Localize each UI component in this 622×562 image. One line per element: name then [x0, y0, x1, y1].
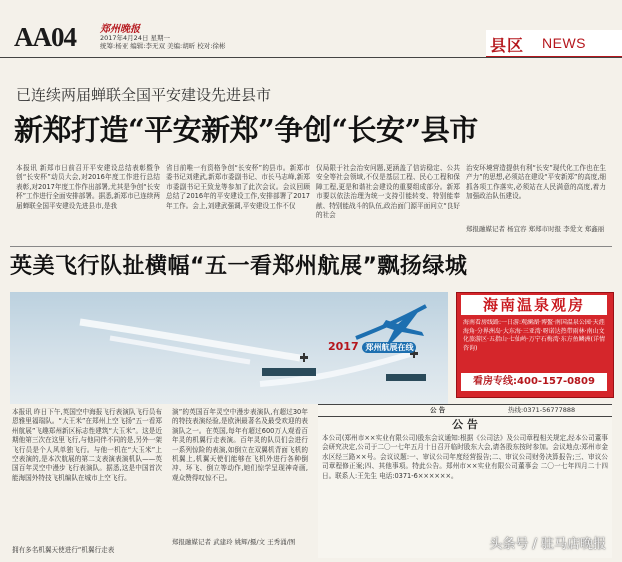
- story-2-credit: 郑报融媒记者 武建玲 姚辉/摄/文 王秀涌/图: [172, 538, 296, 546]
- section-tab: [486, 30, 622, 58]
- story-2-col-1: 本报讯 昨日下午,英国空中海报飞行表演队飞行员布恩雅里福瑞队。“大王米”在郑州上空飞扬“五一看郑州航展”飞趣郑州新区标志性建筑“大玉米”。这是近期他第三次在这里飞行,与他同伴不同的是,另外一架飞行员是个人风单独飞行。与他一机在“大玉米”上空表演的,是本次航展的第二支表演表演机队——英国百年灵空中漫步飞行表演队。据悉,这是中国首次能海国外特技飞机编队在城市上空飞行。: [12, 408, 162, 482]
- banner-icon: [386, 374, 426, 381]
- story-1-byline: 郑报融媒记者 杨宜容 郑郑市时报 李爱文 郑鑫丽: [466, 225, 605, 233]
- section-title: 县区: [490, 36, 525, 55]
- notice-header: 公 告: [430, 406, 446, 414]
- notice-phone: 热线:0371-56777888: [508, 406, 576, 414]
- airshow-logo-text: [328, 340, 416, 353]
- biplane-icon: [300, 353, 308, 362]
- ad-body: 海南看房线路:一日游:观澜湖·博鳌·南国温泉公园·天涯海角·分界洲岛·大东海·三亚湾·呀诺达热带雨林·南山文化旅游区·五指山·七仙岭·万宁石梅湾·东方鱼鳞洲(详情咨询): [463, 319, 605, 352]
- airshow-photo: [10, 292, 448, 404]
- masthead-rule: [0, 57, 622, 58]
- story-2-headline: 英美飞行队扯横幅“五一看郑州航展”飘扬绿城: [10, 254, 468, 279]
- story-1-kicker: 已连续两届蝉联全国平安建设先进县市: [16, 86, 272, 104]
- story-1-col-1: 本报讯 新郑市日前召开平安建设总结表彰暨争创“长安杯”动员大会,对2016年度工作进行总结表彰,对2017年度工作作出部署,尤其是争创“长安杯”工作进行全面安排部署。据悉,新郑市已连续两届蝉联全国平安建设先进县市,是我: [16, 164, 160, 210]
- story-1-col-4: 治安环境营造提供有利“长安”现代化工作也在生产力”的思想,必须站在建设“平安新郑”的高度,细抓各项工作落实,必须站在人民满意的高度,着力加强政治队伍建设。: [466, 164, 606, 201]
- airshow-logo-title: 郑州航展在线: [362, 342, 416, 353]
- ad-box: [456, 292, 614, 398]
- story-2-col-2: 演”的英国百年灵空中漫步表演队,有超过30年的特技表演经验,是欧洲最著名及最受欢迎的表演队之一。在英国,每年有超过600万人观看百年灵的机翼行走表演。百年灵的队员们会进行一系列惊险的表演,如倒立在双翼机背面飞机的机翼上,机翼天使们能够在飞机外进行各种倒冲、环飞、倒立等动作,她们惊学呈现神奇画,观众赞得叹惊不已。: [172, 408, 308, 482]
- notice-rule-mid: [318, 416, 612, 417]
- date-line: 2017年4月24日 星期一: [100, 34, 171, 42]
- notice-rule-top: [318, 404, 612, 405]
- story-1: [0, 60, 622, 242]
- watermark: 头条号 / 驻马店晚报: [489, 537, 606, 552]
- ad-title: 海南温泉观房: [461, 295, 607, 315]
- page-number: AA04: [14, 22, 76, 52]
- notice-title: 公 告: [452, 418, 478, 431]
- ad-hotline: 看房专线:400-157-0809: [461, 373, 607, 391]
- banner-icon: [262, 368, 316, 376]
- editor-credits: 统筹:杨亚 编辑:李无双 美编:胡昕 校对:徐彬: [100, 42, 226, 50]
- story-divider: [10, 246, 612, 247]
- story-1-col-2: 省目前唯一有资格争创“长安杯”的县市。新郑市委书记刘建武,新郑市委副书记、市长马志峰,新郑市委副书记王致龙等参加了此次会议。会议回顾总结了2016年的平安建设工作,安排部署了2017年工作。会上,刘建武强调,平安建设工作不仅: [166, 164, 310, 210]
- masthead: [0, 0, 622, 58]
- notice-body: 本公司(郑州市××实业有限公司)股东会议通知:根据《公司法》及公司章程相关规定,经本公司董事会研究决定,公司于二〇一七年五月十日召开临时股东大会,请各股东按时参加。会议地点:郑州市金水区经三路××号。会议议题:一、审议公司年度经营报告;二、审议公司财务决算报告;三、审议公司章程修正案;四、其他事项。特此公告。郑州市××实业有限公司董事会 二〇一七年四月二十四日。联系人:王先生 电话:0371-6××××××。: [322, 434, 608, 480]
- story-2-col-1b: 拥有多名机翼天使进行“机翼行走表: [12, 546, 115, 554]
- story-1-col-3: 仅局限于社会治安问题,更涵盖了信访稳定、公共安全等社会领域,不仅是基层工程、民心工程和保障工程,更是和谐社会建设的重要组成部分。新郑市要以依法治理为统一支持引能转变、特别能奉献、特别能战斗的队伍,政治面门源平面问立“良好的社会: [316, 164, 460, 220]
- airshow-logo: [326, 302, 442, 358]
- notice-box: [318, 404, 612, 558]
- story-1-headline: 新郑打造“平安新郑”争创“长安”县市: [14, 113, 478, 147]
- section-en: NEWS: [542, 35, 586, 51]
- airshow-logo-year: 2017: [328, 340, 359, 353]
- newspaper-logo: 郑州晚报: [100, 24, 140, 35]
